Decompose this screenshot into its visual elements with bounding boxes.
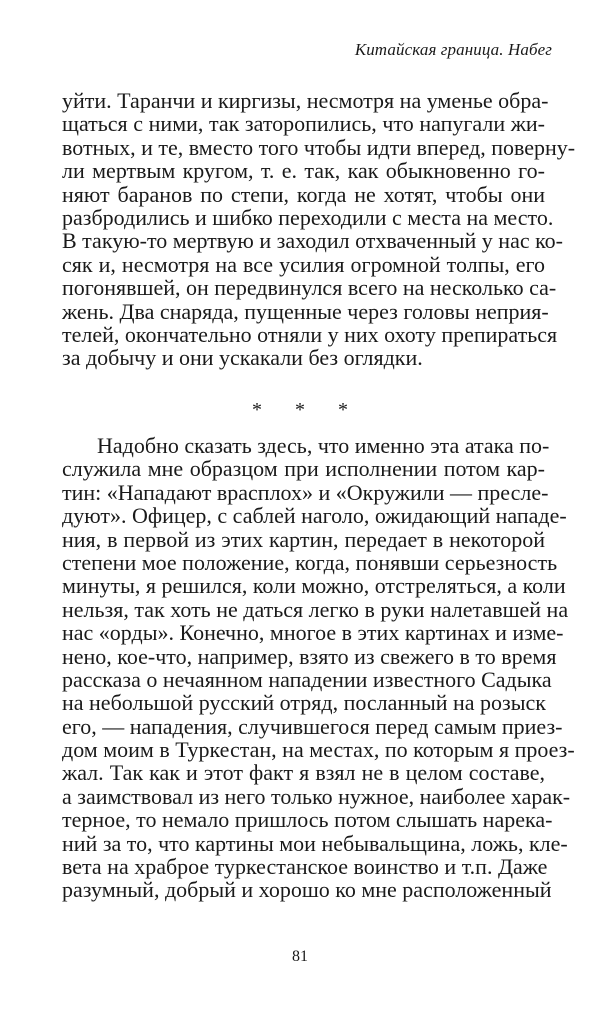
section-separator: * * * [252,399,362,421]
text-line: его, — нападения, случившегося перед самым приез- [62,713,563,739]
text-line: рассказа о нечаянном нападении известного Садыка [62,666,552,692]
text-line: служила мне образцом при исполнении потом кар- [62,456,545,482]
text-line: жал. Так как и этот факт я взял не в целом составе, [62,760,545,786]
text-line: дуют». Офицер, с саблей наголо, ожидающий нападе- [62,503,567,529]
text-line: В такую-то мертвую и заходил отхваченный у нас ко- [62,228,564,254]
text-line: нельзя, так хоть не даться легко в руки налетавшей на [62,596,569,622]
text-line: няют баранов по степи, когда не хотят, чтобы они [62,181,545,207]
text-line: разбродились и шибко переходили с места на место. [62,204,554,230]
text-line: дом моим в Туркестан, на местах, по которым я проез- [62,737,575,763]
text-line: минуты, я решился, коли можно, отстреляться, а коли [62,573,566,599]
text-line: жень. Два снаряда, пущенные через головы неприя- [62,298,549,324]
text-line: уйти. Таранчи и киргизы, несмотря на уменье обра- [62,88,549,113]
text-line: ния, в первой из этих картин, передает в некоторой [62,526,545,552]
text-line: ли мертвым кругом, т. е. так, как обыкновенно го- [62,158,545,184]
text-line: сяк и, несмотря на все усилия огромной толпы, его [62,251,545,277]
text-line: разумный, добрый и хорошо ко мне расположенный [62,877,552,903]
text-line: вета на храброе туркестанское воинство и т.п. Даже [62,854,548,880]
text-line: телей, окончательно отняли у них охоту препираться [62,321,558,347]
running-head: Китайская граница. Набег [354,40,552,59]
text-line: Надобно сказать здесь, что именно эта атака по- [97,433,550,458]
text-line: за добычу и они ускакали без оглядки. [62,345,423,371]
paragraph-1 [62,88,576,371]
page-number: 81 [292,948,308,965]
text-line: ний за то, что картины мои небывальщина, ложь, кле- [62,830,568,856]
text-line: тин: «Нападают врасплох» и «Окружили — пресле- [62,479,549,505]
text-line: вотных, и те, вместо того чтобы идти вперед, поверну- [62,134,576,160]
text-line: нас «орды». Конечно, многое в этих картинах и изме- [62,620,564,646]
paragraph-2 [62,433,575,903]
text-line: щаться с ними, так заторопились, что напугали жи- [62,111,545,137]
text-line: нено, кое-что, например, взято из свежего в то время [62,643,557,669]
text-line: терное, то немало пришлось потом слышать нарека- [62,807,553,833]
text-line: погонявшей, он передвинулся всего на несколько са- [62,275,557,301]
text-line: а заимствовал из него только нужное, наиболее харак- [62,783,571,809]
text-line: на небольшой русский отряд, посланный на розыск [62,690,546,716]
text-line: степени мое положение, когда, понявши серьезность [62,549,558,575]
